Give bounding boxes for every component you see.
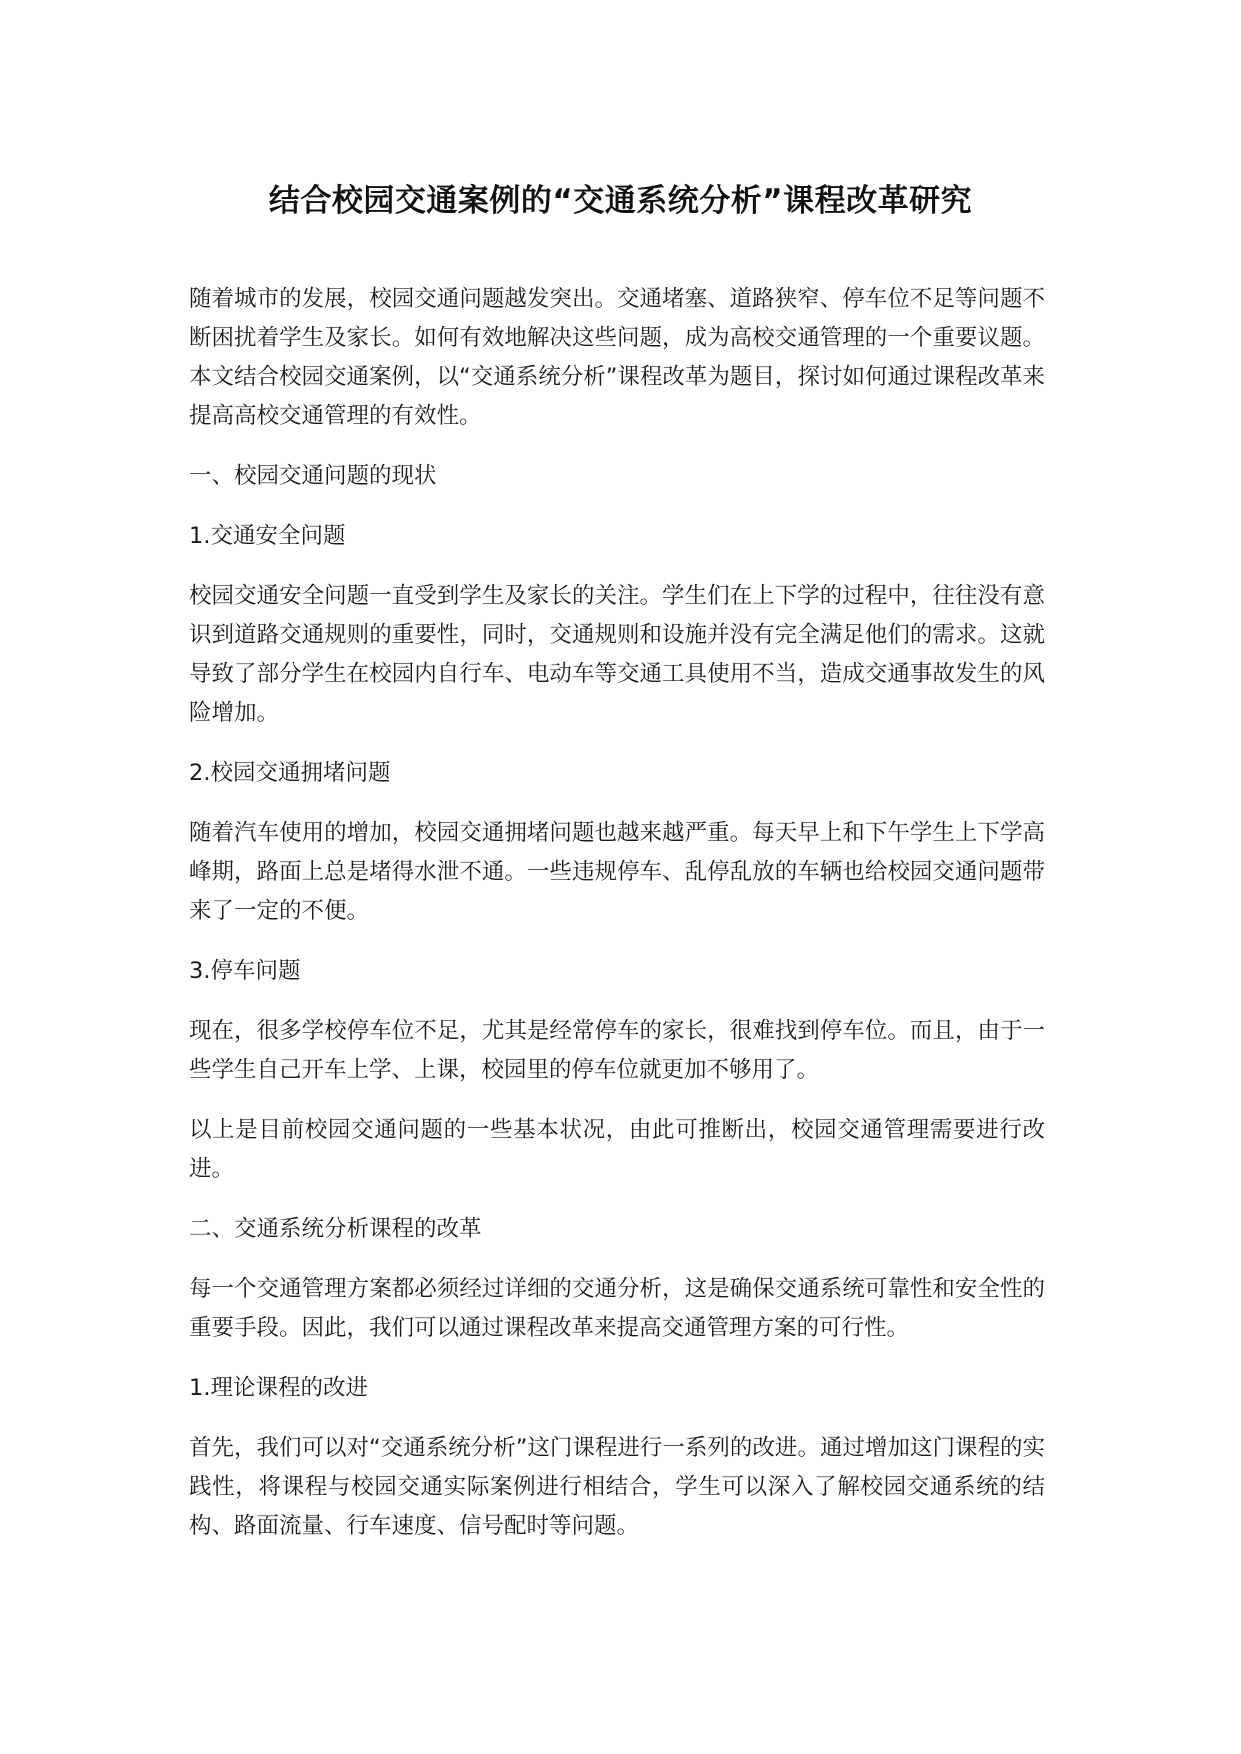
subsection-heading-2-1: 1.理论课程的改进 — [189, 1375, 368, 1401]
subsection-heading-1-2: 2.校园交通拥堵问题 — [189, 760, 391, 786]
body-paragraph: 现在，很多学校停车位不足，尤其是经常停车的家长，很难找到停车位。而且，由于一些学生自己开车上学、上课，校园里的停车位就更加不够用了。 — [189, 1018, 1045, 1083]
subsection-heading-1-1: 1.交通安全问题 — [189, 523, 346, 549]
body-paragraph: 随着汽车使用的增加，校园交通拥堵问题也越来越严重。每天早上和下午学生上下学高峰期，路面上总是堵得水泄不通。一些违规停车、乱停乱放的车辆也给校园交通问题带来了一定的不便。 — [189, 820, 1045, 924]
subsection-heading-1-3: 3.停车问题 — [189, 958, 301, 984]
body-paragraph: 以上是目前校园交通问题的一些基本状况，由此可推断出，校园交通管理需要进行改进。 — [189, 1117, 1045, 1182]
intro-paragraph: 随着城市的发展，校园交通问题越发突出。交通堵塞、道路狭窄、停车位不足等问题不断困扰着学生及家长。如何有效地解决这些问题，成为高校交通管理的一个重要议题。本文结合校园交通案例，以“交通系统分析”课程改革为题目，探讨如何通过课程改革来提高高校交通管理的有效性。 — [189, 286, 1045, 429]
body-paragraph: 校园交通安全问题一直受到学生及家长的关注。学生们在上下学的过程中，往往没有意识到道路交通规则的重要性，同时，交通规则和设施并没有完全满足他们的需求。这就导致了部分学生在校园内自行车、电动车等交通工具使用不当，造成交通事故发生的风险增加。 — [189, 583, 1045, 726]
document-title: 结合校园交通案例的“交通系统分析”课程改革研究 — [268, 183, 973, 219]
section-heading-1: 一、校园交通问题的现状 — [189, 463, 437, 489]
body-paragraph: 首先，我们可以对“交通系统分析”这门课程进行一系列的改进。通过增加这门课程的实践性，将课程与校园交通实际案例进行相结合，学生可以深入了解校园交通系统的结构、路面流量、行车速度、信号配时等问题。 — [189, 1435, 1045, 1539]
document-body — [189, 280, 1045, 1567]
body-paragraph: 每一个交通管理方案都必须经过详细的交通分析，这是确保交通系统可靠性和安全性的重要手段。因此，我们可以通过课程改革来提高交通管理方案的可行性。 — [189, 1276, 1045, 1341]
section-heading-2: 二、交通系统分析课程的改革 — [189, 1216, 482, 1242]
